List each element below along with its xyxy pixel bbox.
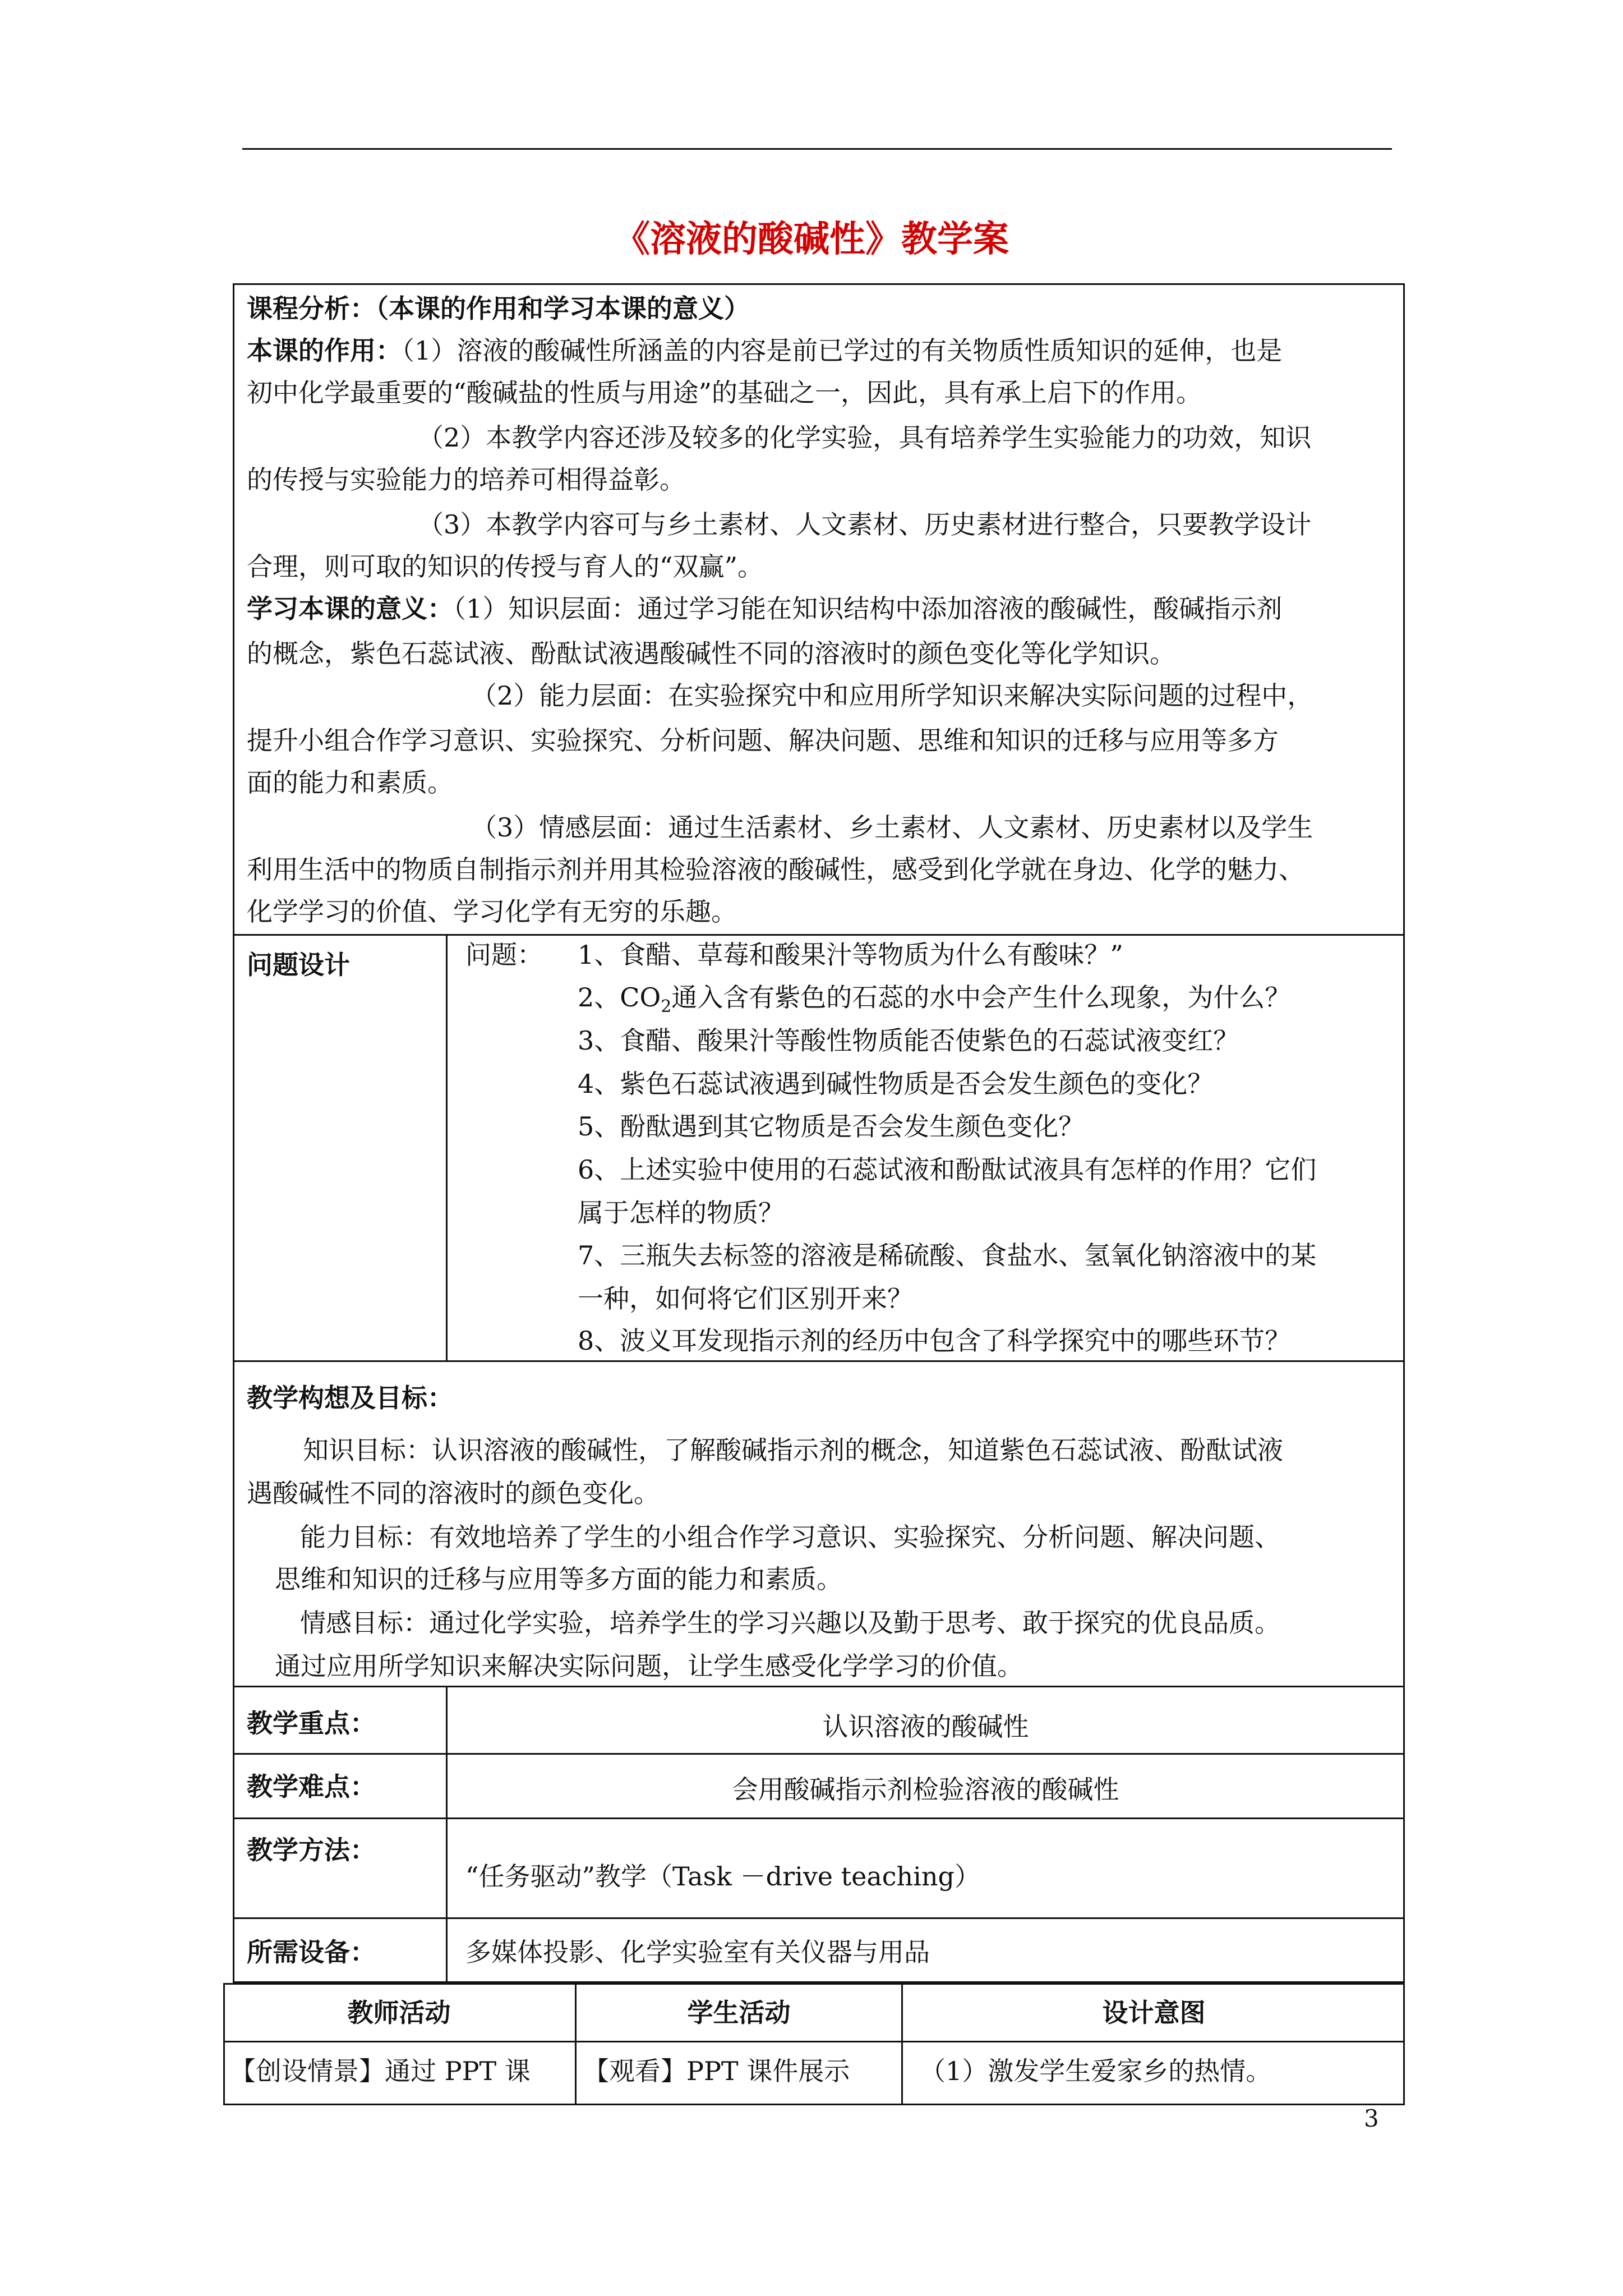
- question-item: 3、食醋、酸果汁等酸性物质能否使紫色的石蕊试液变红？: [578, 1025, 1239, 1056]
- goal-line: 知识目标：认识溶液的酸碱性，了解酸碱指示剂的概念，知道紫色石蕊试液、酚酞试液: [303, 1435, 1283, 1465]
- meaning-text: （3）情感层面：通过生活素材、乡土素材、人文素材、历史素材以及学生: [471, 812, 1313, 843]
- analysis-role-line: [247, 334, 1282, 367]
- goal-line: 情感目标：通过化学实验，培养学生的学习兴趣以及勤于思考、敢于探究的优良品质。: [300, 1608, 1280, 1638]
- row-divider: [233, 1753, 1405, 1755]
- key-point-value: 认识溶液的酸碱性: [822, 1711, 1029, 1742]
- goal-line: 能力目标：有效地培养了学生的小组合作学习意识、实验探究、分析问题、解决问题、: [300, 1522, 1280, 1552]
- meaning-text: 面的能力和素质。: [247, 767, 453, 798]
- role-text: 初中化学最重要的“酸碱盐的性质与用途”的基础之一，因此，具有承上启下的作用。: [247, 378, 1202, 408]
- question-2-subscript: 2: [661, 997, 672, 1017]
- question-2-start: 2、CO: [578, 982, 661, 1013]
- questions-label: 问题设计: [247, 950, 350, 980]
- equipment-value: 多媒体投影、化学实验室有关仪器与用品: [465, 1937, 930, 1967]
- question-2-rest: 通入含有紫色的石蕊的水中会产生什么现象，为什么？: [671, 982, 1291, 1013]
- role-text: 的传授与实验能力的培养可相得益彰。: [247, 464, 685, 495]
- row-divider: [233, 1818, 1405, 1819]
- header-rule: [242, 148, 1392, 150]
- role-text: （2）本教学内容还涉及较多的化学实验，具有培养学生实验能力的功效，知识: [418, 422, 1312, 453]
- question-item: 7、三瓶失去标签的溶液是稀硫酸、食盐水、氢氧化钠溶液中的某: [578, 1240, 1317, 1271]
- difficulty-value: 会用酸碱指示剂检验溶液的酸碱性: [732, 1774, 1119, 1805]
- row-divider: [233, 1917, 1405, 1919]
- method-label: 教学方法：: [247, 1835, 376, 1865]
- analysis-heading: 课程分析：（本课的作用和学习本课的意义）: [247, 293, 750, 324]
- questions-prefix: 问题：: [465, 940, 543, 970]
- row-divider: [233, 1360, 1405, 1362]
- meaning-label: 学习本课的意义：: [247, 593, 453, 624]
- meaning-text: （1）知识层面：通过学习能在知识结构中添加溶液的酸碱性，酸碱指示剂: [453, 593, 1283, 624]
- question-item: 8、波义耳发现指示剂的经历中包含了科学探究中的哪些环节？: [578, 1326, 1291, 1356]
- question-item: 一种，如何将它们区别开来？: [578, 1283, 913, 1314]
- meaning-text: 的概念，紫色石蕊试液、酚酞试液遇酸碱性不同的溶液时的颜色变化等化学知识。: [247, 638, 1175, 669]
- equipment-label: 所需设备：: [247, 1937, 376, 1967]
- analysis-meaning-line: [247, 592, 1282, 625]
- col-divider: [446, 934, 448, 1360]
- teacher-activity-cell: 【创设情景】通过 PPT 课: [230, 2056, 531, 2086]
- design-intent-cell: （1）激发学生爱家乡的热情。: [920, 2056, 1272, 2086]
- goal-line: 遇酸碱性不同的溶液时的颜色变化。: [247, 1478, 660, 1508]
- question-item: 1、食醋、草莓和酸果汁等物质为什么有酸味？”: [578, 940, 1123, 970]
- meaning-text: 化学学习的价值、学习化学有无穷的乐趣。: [247, 896, 737, 927]
- page-title: 《溶液的酸碱性》教学案: [614, 219, 1009, 260]
- key-point-label: 教学重点：: [247, 1708, 376, 1738]
- goal-line: 通过应用所学知识来解决实际问题，让学生感受化学学习的价值。: [275, 1651, 1023, 1681]
- question-item: 5、酚酞遇到其它物质是否会发生颜色变化？: [578, 1111, 1085, 1142]
- meaning-text: 利用生活中的物质自制指示剂并用其检验溶液的酸碱性，感受到化学就在身边、化学的魅力、: [247, 854, 1304, 885]
- student-activity-cell: 【观看】PPT 课件展示: [583, 2056, 850, 2086]
- meaning-text: 提升小组合作学习意识、实验探究、分析问题、解决问题、思维和知识的迁移与应用等多方: [247, 725, 1279, 756]
- row-divider: [233, 934, 1405, 936]
- goal-line: 思维和知识的迁移与应用等多方面的能力和素质。: [275, 1564, 842, 1594]
- meaning-text: （2）能力层面：在实验探究中和应用所学知识来解决实际问题的过程中，: [471, 680, 1313, 711]
- role-text: （1）溶液的酸碱性所涵盖的内容是前已学过的有关物质性质知识的延伸，也是: [402, 335, 1283, 366]
- difficulty-label: 教学难点：: [247, 1772, 376, 1802]
- header-design-intent: 设计意图: [1102, 1998, 1206, 2028]
- header-teacher-activity: 教师活动: [347, 1998, 451, 2028]
- role-text: 合理，则可取的知识的传授与育人的“双赢”。: [247, 551, 764, 582]
- header-student-activity: 学生活动: [687, 1998, 791, 2028]
- method-value: “任务驱动”教学（Task －drive teaching）: [465, 1861, 980, 1892]
- page-number: 3: [1364, 2105, 1379, 2132]
- row-divider: [233, 1686, 1405, 1687]
- question-item: [578, 981, 1290, 1024]
- goals-heading: 教学构想及目标：: [247, 1383, 453, 1413]
- role-text: （3）本教学内容可与乡土素材、人文素材、历史素材进行整合，只要教学设计: [418, 509, 1312, 540]
- question-item: 4、紫色石蕊试液遇到碱性物质是否会发生颜色的变化？: [578, 1069, 1214, 1099]
- role-label: 本课的作用：: [247, 335, 402, 366]
- question-item: 6、上述实验中使用的石蕊试液和酚酞试液具有怎样的作用？它们: [578, 1154, 1317, 1185]
- question-item: 属于怎样的物质？: [578, 1198, 784, 1228]
- activity-header-divider: [223, 2041, 1405, 2042]
